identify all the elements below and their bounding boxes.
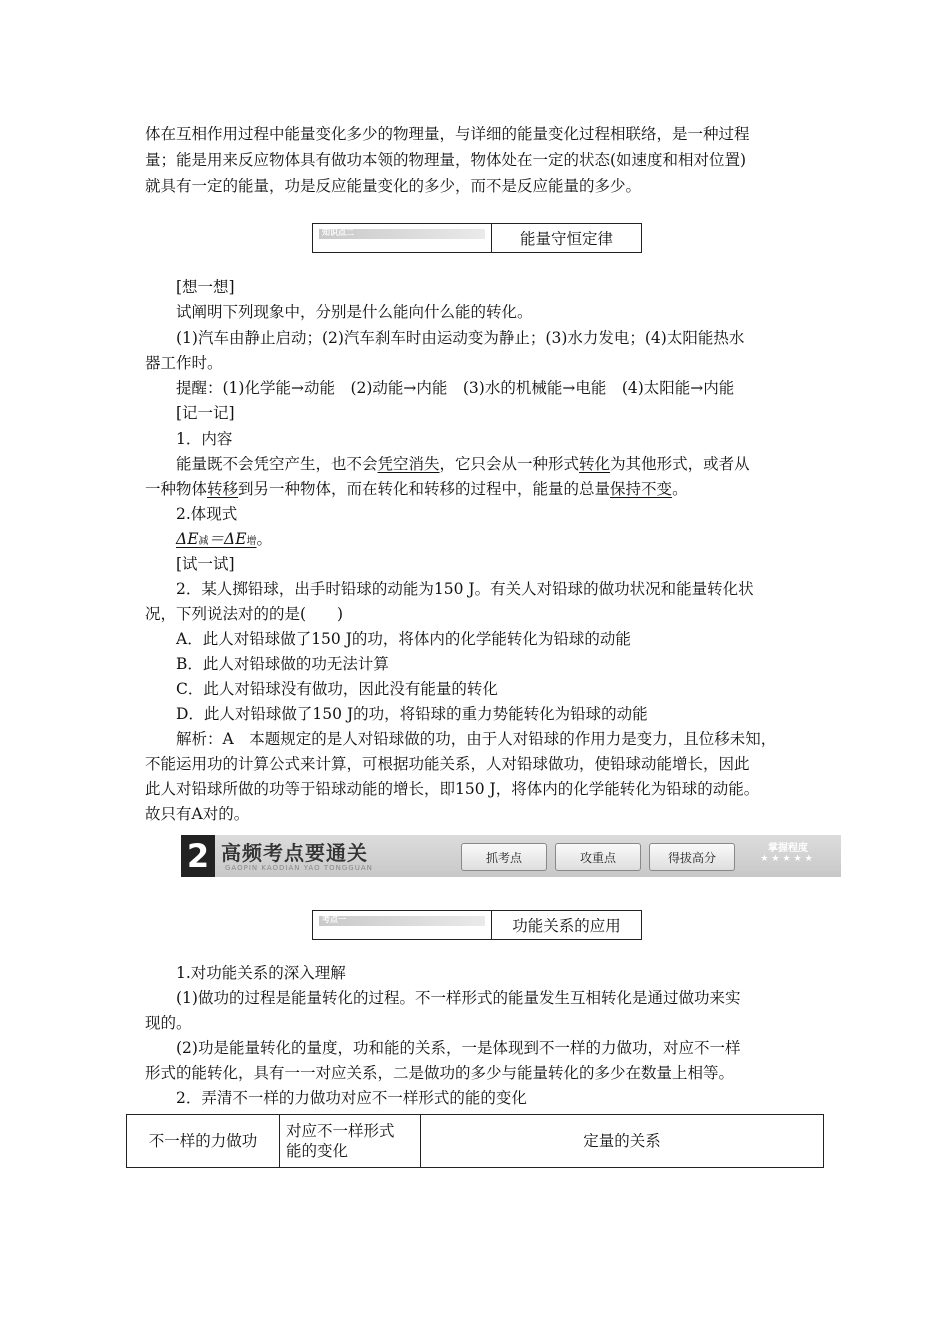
- formula-part: ＝ΔE: [208, 530, 247, 548]
- banner-number: 2: [181, 835, 215, 877]
- text-span: 到另一种物体，而在转化和转移的过程中，能量的总量: [238, 480, 611, 498]
- question-line: 况，下列说法对的的是( ): [145, 605, 344, 623]
- question-line: 2．某人掷铅球，出手时铅球的动能为150 J。有关人对铅球的做功状况和能量转化状: [176, 580, 754, 598]
- formula-sub: 增: [246, 536, 257, 547]
- knowledge-point-header: [312, 223, 642, 253]
- table-header-cell: [280, 1115, 421, 1168]
- text-line: 形式的能转化，具有一一对应关系，二是做功的多少与能量转化的多少在数量上相等。: [145, 1064, 735, 1082]
- text-line: (1)汽车由静止启动；(2)汽车刹车时由运动变为静止；(3)水力发电；(4)太阳能热水: [176, 329, 745, 347]
- text-span: ，它只会从一种形式: [439, 455, 580, 473]
- section-title: 能量守恒定律: [491, 224, 641, 252]
- option-d: D．此人对铅球做了150 J的功，将铅球的重力势能转化为铅球的动能: [176, 705, 648, 723]
- section-title: 功能关系的应用: [491, 911, 641, 939]
- formula: [176, 529, 272, 552]
- star-icons: ★★★★★: [760, 854, 816, 864]
- header-line: 对应不一样形式: [286, 1122, 395, 1140]
- option-b: B．此人对铅球做的功无法计算: [176, 655, 389, 673]
- table-header-cell: 不一样的力做功: [127, 1115, 280, 1168]
- text-line: [145, 479, 688, 499]
- formula-sub: 减: [198, 536, 209, 547]
- text-line: 就具有一定的能量，功是反应能量变化的多少，而不是反应能量的多少。: [145, 177, 642, 195]
- solution-line: 解析：A 本题规定的是人对铅球做的功，由于人对铅球的作用力是变力，且位移未知，: [176, 730, 777, 748]
- hint-line: 提醒：(1)化学能→动能 (2)动能→内能 (3)水的机械能→电能 (4)太阳能→内能: [176, 379, 735, 397]
- section-banner: [181, 835, 841, 877]
- text-line: (2)功是能量转化的量度，功和能的关系，一是体现到不一样的力做功，对应不一样: [176, 1039, 741, 1057]
- section-tag: [313, 224, 491, 252]
- text-line: [176, 454, 750, 474]
- item-heading: 1.对功能关系的深入理解: [176, 964, 346, 982]
- keyword: 保持不变: [610, 480, 673, 498]
- item-heading: 1．内容: [176, 430, 233, 448]
- mastery-level: [743, 839, 833, 873]
- force-energy-table: [126, 1114, 824, 1168]
- keyword: 凭空消失: [377, 455, 440, 473]
- key-points-button: 攻重点: [555, 843, 641, 871]
- keyword: 转移: [207, 480, 239, 498]
- high-score-button: 得拔高分: [649, 843, 735, 871]
- keyword: 转化: [579, 455, 611, 473]
- section-tag: [313, 911, 491, 939]
- text-line: 器工作时。: [145, 354, 223, 372]
- text-span: 。: [672, 480, 688, 498]
- formula-part: ΔE: [176, 530, 199, 548]
- text-line: 量；能是用来反应物体具有做功本领的物理量，物体处在一定的状态(如速度和相对位置): [145, 151, 747, 169]
- banner-title: 高频考点要通关: [221, 841, 368, 865]
- formula-end: 。: [256, 530, 273, 548]
- subsection-heading: [试一试]: [176, 555, 235, 573]
- solution-line: 此人对铅球所做的功等于铅球动能的增长，即150 J，将体内的化学能转化为铅球的动能。: [145, 780, 760, 798]
- subsection-heading: [想一想]: [176, 278, 235, 296]
- table-header-cell: 定量的关系: [421, 1115, 824, 1168]
- subsection-heading: [记一记]: [176, 404, 235, 422]
- option-a: A．此人对铅球做了150 J的功，将体内的化学能转化为铅球的动能: [176, 630, 631, 648]
- grab-points-button: 抓考点: [461, 843, 547, 871]
- option-c: C．此人对铅球没有做功，因此没有能量的转化: [176, 680, 498, 698]
- solution-line: 不能运用功的计算公式来计算，可根据功能关系，人对铅球做功，使铅球动能增长，因此: [145, 755, 750, 773]
- header-line: 能的变化: [286, 1142, 349, 1160]
- solution-line: 故只有A对的。: [145, 805, 250, 823]
- table-row: [127, 1115, 824, 1168]
- section-tag-label: 考点一: [322, 915, 346, 924]
- text-span: 能量既不会凭空产生，也不会: [176, 455, 378, 473]
- text-line: 试阐明下列现象中，分别是什么能向什么能的转化。: [176, 303, 533, 321]
- banner-pinyin: GAOPIN KAODIAN YAO TONGGUAN: [225, 864, 373, 872]
- item-heading: 2．弄清不一样的力做功对应不一样形式的能的变化: [176, 1089, 527, 1107]
- mastery-label: 掌握程度: [768, 843, 808, 854]
- text-span: 为其他形式，或者从: [610, 455, 750, 473]
- exam-point-header: [312, 910, 642, 940]
- item-heading: 2.体现式: [176, 505, 238, 523]
- text-line: 现的。: [145, 1014, 192, 1032]
- text-line: 体在互相作用过程中能量变化多少的物理量，与详细的能量变化过程相联络，是一种过程: [145, 125, 750, 143]
- section-tag-label: 知识点二: [322, 228, 354, 237]
- text-line: (1)做功的过程是能量转化的过程。不一样形式的能量发生互相转化是通过做功来实: [176, 989, 741, 1007]
- text-span: 一种物体: [145, 480, 208, 498]
